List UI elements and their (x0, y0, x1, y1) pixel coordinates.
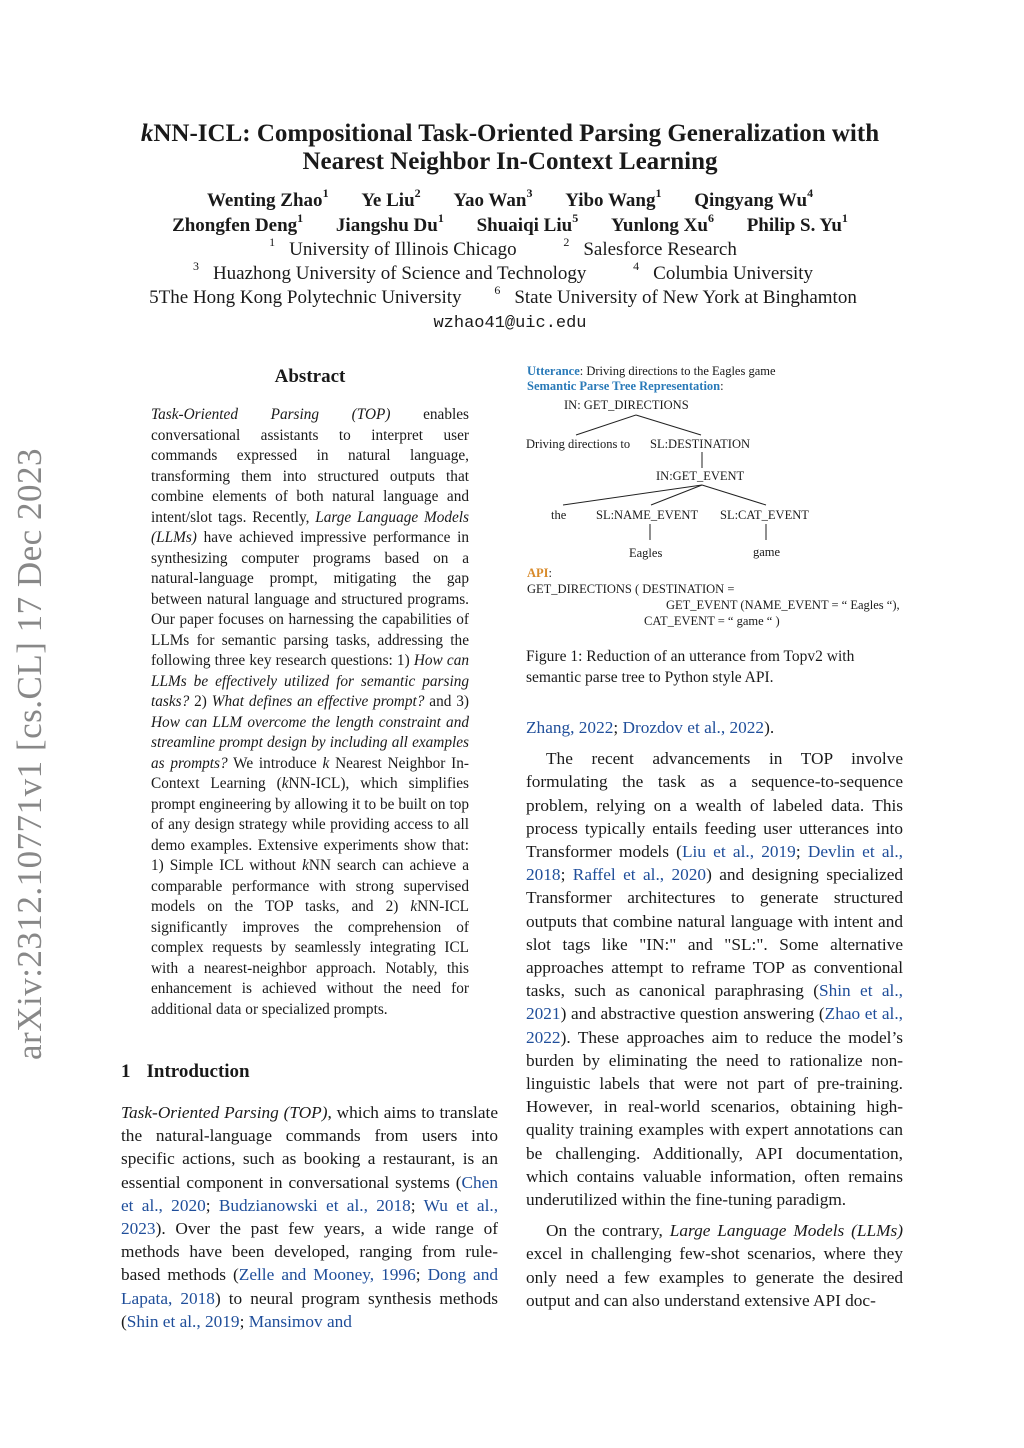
author: Philip S. Yu$^1$ (746, 211, 848, 236)
node-the: the (551, 508, 567, 522)
citation-link[interactable]: Dong and Lapata, 2018 (121, 1265, 498, 1308)
author: Yao Wan$^3$ (453, 186, 533, 211)
author: Jiangshu Du$^1$ (335, 211, 444, 236)
utterance-line: Utterance: Driving directions to the Eagles game (527, 364, 776, 378)
api-line-2: GET_EVENT (NAME_EVENT = “ Eagles “), (666, 598, 900, 612)
figure-1 (526, 362, 916, 632)
citation-link[interactable]: Zelle and Mooney, 1996 (238, 1265, 416, 1285)
citation-link[interactable]: Raffel et al., 2020 (572, 865, 707, 885)
citation-link[interactable]: Chen et al., 2020 (121, 1172, 498, 1215)
citation-link[interactable]: Wu et al., 2023 (121, 1195, 499, 1239)
affiliation: 5The Hong Kong Polytechnic University (149, 287, 462, 308)
api-label-line: API: (527, 566, 553, 580)
affiliation: $^6$ State University of New York at Binghamton (494, 283, 857, 308)
node-destination: SL:DESTINATION (650, 437, 750, 451)
section-heading-introduction: 1 Introduction (121, 1061, 250, 1082)
authors-row-1 (100, 186, 920, 212)
introduction-body: Task-Oriented Parsing (TOP), which aims to translate the natural-language commands from users into specific actions, such as booking a restaurant, is an essential component in conversational systems (Chen et al., 2020; Budzianowski et al., 2018; Wu et al., 2023). Over the past few years, a wide range of methods have been developed, ranging from rule-based methods (Zelle and Mooney, 1996; Dong and Lapata, 2018) to neural program synthesis methods (Shin et al., 2019; Mansimov and (121, 1103, 499, 1331)
right-column-body (526, 716, 903, 1312)
affiliation: $^4$ Columbia University (633, 259, 814, 284)
paragraph: The recent advancements in TOP involve formulating the task as a sequence-to-sequence problem, relying on a wealth of labeled data. This process typically entails feeding user utterances into Transformer models (Liu et al., 2019; Devlin et al., 2018; Raffel et al., 2020) and designing specialized Transformer architectures to generate structured outputs that combine natural language with intent and slot tags like "IN:" and "SL:". Some alternative approaches attempt to reframe TOP as conventional tasks, such as canonical paraphrasing (Shin et al., 2021) and abstractive question answering (Zhao et al., 2022). These approaches aim to reduce the model’s burden by eliminating the need to rationalize non-linguistic labels that were not part of pre-training. However, in real-world scenarios, obtaining high-quality training examples with expert annotations can be challenging. Additionally, API documentation, which contains valuable information, often remains underutilized within the fine-tuning paradigm. (526, 749, 904, 1210)
title-k: k (140, 120, 154, 147)
api-line-3: CAT_EVENT = “ game “ ) (644, 614, 780, 628)
citation-link[interactable]: Zhao et al., 2022 (526, 1004, 904, 1047)
paragraph: Zhang, 2022; Drozdov et al., 2022). (526, 718, 775, 737)
tree-edge (651, 485, 702, 505)
author: Wenting Zhao$^1$ (206, 186, 329, 211)
author: Yibo Wang$^1$ (565, 186, 662, 211)
api-line-1: GET_DIRECTIONS ( DESTINATION = (527, 582, 735, 596)
node-name-event: SL:NAME_EVENT (596, 508, 699, 522)
arxiv-identifier: arXiv:2312.10771v1 [cs.CL] 17 Dec 2023 (10, 448, 49, 1060)
node-eagles: Eagles (629, 546, 663, 560)
affiliation: $^3$ Huazhong University of Science and Technology (192, 259, 587, 284)
node-driving: Driving directions to (526, 437, 631, 451)
citation-link[interactable]: Zhang, 2022 (526, 718, 614, 737)
abstract-body: Task-Oriented Parsing (TOP) enables conversational assistants to interpret user commands expressed in natural language, transforming them into structured outputs that combine elements of both natural language and intent/slot tags. Recently, Large Language Models (LLMs) have achieved impressive performance in synthesizing computer programs based on a natural-language prompt, mitigating the gap between natural language and structured programs. Our paper focuses on harnessing the capabilities of LLMs for semantic parsing tasks, addressing the following three key research questions: 1) How can LLMs be effectively utilized for semantic parsing tasks? 2) What defines an effective prompt? and 3) How can LLM overcome the length constraint and streamline prompt design by including all examples as prompts? We introduce k Nearest Neighbor In-Context Learning (kNN-ICL), which simplifies prompt engineering by allowing it to be built on top of any design strategy while providing access to all demo examples. Extensive experiments show that: 1) Simple ICL without kNN search can achieve a comparable performance with strong supervised models on the TOP tasks, and 2) kNN-ICL significantly improves the comprehension of complex requests by seamlessly integrating ICL with a nearest-neighbor approach. Notably, this enhancement is achieved without the need for additional data or specialized prompts. (151, 406, 469, 1018)
affiliation: $^2$ Salesforce Research (563, 235, 737, 260)
title-line-1-text: NN-ICL: Compositional Task-Oriented Parsing Generalization with (153, 120, 880, 147)
author: Ye Liu$^2$ (361, 186, 421, 211)
tree-edge (702, 485, 766, 505)
node-get-event: IN:GET_EVENT (656, 469, 745, 483)
node-cat-event: SL:CAT_EVENT (720, 508, 809, 522)
citation-link[interactable]: Mansimov and (248, 1311, 352, 1331)
title-line-1 (100, 120, 920, 148)
citation-link[interactable]: Shin et al., 2021 (526, 981, 903, 1024)
title-line-2: Nearest Neighbor In-Context Learning (302, 148, 718, 175)
citation-link[interactable]: Devlin et al., 2018 (526, 842, 904, 885)
affiliation: $^1$ University of Illinois Chicago (269, 235, 517, 260)
citation-link[interactable]: Liu et al., 2019 (681, 842, 796, 862)
citation-link[interactable]: Shin et al., 2019 (126, 1311, 240, 1331)
author: Qingyang Wu$^4$ (694, 186, 814, 211)
contact-email: wzhao41@uic.edu (433, 314, 587, 333)
tree-edge (563, 485, 702, 505)
figure-caption: Figure 1: Reduction of an utterance from Topv2 with semantic parse tree to Python style API. (526, 648, 855, 686)
paper-title (100, 120, 920, 176)
tree-edge (636, 415, 701, 435)
citation-link[interactable]: Drozdov et al., 2022 (622, 718, 765, 737)
abstract-heading: Abstract (274, 366, 346, 387)
paragraph: On the contrary, Large Language Models (LLMs) excel in challenging few-shot scenarios, where they only need a few examples to generate the desired output and can also understand extensive API doc- (526, 1221, 903, 1310)
affiliations-row-2 (100, 259, 920, 285)
citation-link[interactable]: Budzianowski et al., 2018 (218, 1195, 411, 1215)
tree-label-line: Semantic Parse Tree Representation: (527, 379, 724, 393)
author: Zhongfen Deng$^1$ (172, 211, 304, 236)
node-game: game (753, 545, 781, 559)
author: Shuaiqi Liu$^5$ (476, 211, 579, 236)
author: Yunlong Xu$^6$ (610, 211, 714, 236)
affiliations-row-3 (100, 283, 920, 309)
tree-edge (576, 415, 636, 435)
authors-row-2 (100, 211, 920, 237)
affiliations-row-1 (100, 235, 920, 261)
node-root: IN: GET_DIRECTIONS (564, 398, 689, 412)
